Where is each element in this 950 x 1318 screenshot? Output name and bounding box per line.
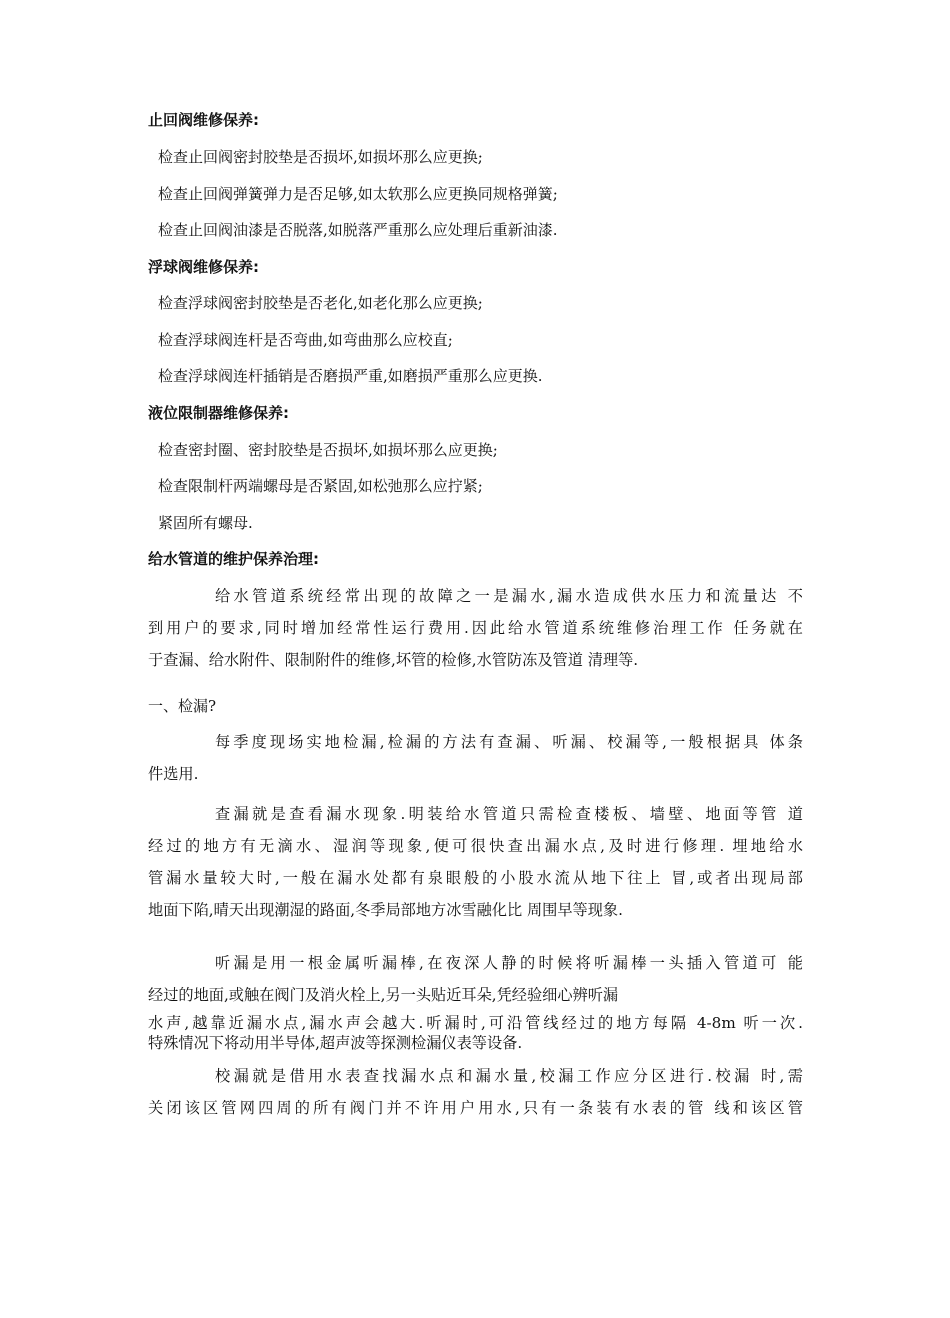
paragraph-line: 于查漏、给水附件、限制附件的维修,坏管的检修,水管防冻及管道 清理等. [148,651,639,669]
paragraph-tinglou [148,947,803,1053]
heading-water-pipe: 给水管道的维护保养治理: [148,550,319,568]
list-item: 检查止回阀密封胶垫是否损坏,如损坏那么应更换; [158,148,483,166]
subsection-title: 一、检漏? [148,697,217,715]
paragraph-line: 地面下陷,晴天出现潮湿的路面,冬季局部地方冰雪融化比 周围早等现象. [148,901,623,919]
paragraph-line: 特殊情况下将动用半导体,超声波等探测检漏仪表等设备. [148,1034,523,1052]
heading-check-valve: 止回阀维修保养: [148,111,259,129]
list-item: 检查浮球阀密封胶垫是否老化,如老化那么应更换; [158,294,483,312]
intro-paragraph [148,580,803,676]
paragraph-line: 给水管道系统经常出现的故障之一是漏水,漏水造成供水压力和流量达 不 [215,587,803,605]
paragraph-line: 每季度现场实地检漏,检漏的方法有查漏、听漏、校漏等,一般根据具 体条 [215,733,803,751]
paragraph-line: 查漏就是查看漏水现象.明装给水管道只需检查楼板、墙壁、地面等管 道 [215,805,803,823]
paragraph-line: 经过的地方有无滴水、湿润等现象,便可很快查出漏水点,及时进行修理. 埋地给水 [148,837,803,855]
list-item: 检查止回阀油漆是否脱落,如脱落严重那么应处理后重新油漆. [158,221,558,239]
paragraph-jiaolou [148,1060,803,1124]
paragraph-line: 校漏就是借用水表查找漏水点和漏水量,校漏工作应分区进行.校漏 时,需 [215,1067,803,1085]
paragraph-line: 关闭该区管网四周的所有阀门并不许用户用水,只有一条装有水表的管 线和该区管 [148,1099,803,1117]
list-item: 检查密封圈、密封胶垫是否损坏,如损坏那么应更换; [158,441,498,459]
paragraph-chalou [148,798,803,926]
paragraph-line: 件选用. [148,765,199,783]
list-item: 检查浮球阀连杆是否弯曲,如弯曲那么应校直; [158,331,453,349]
heading-float-valve: 浮球阀维修保养: [148,258,259,276]
list-item: 检查限制杆两端螺母是否紧固,如松弛那么应拧紧; [158,477,483,495]
paragraph-line: 管漏水量较大时,一般在漏水处都有泉眼般的小股水流从地下往上 冒,或者出现局部 [148,869,803,887]
paragraph-line: 到用户的要求,同时增加经常性运行费用.因此给水管道系统维修治理工作 任务就在 [148,619,803,637]
heading-level-limiter: 液位限制器维修保养: [148,404,289,422]
list-item: 紧固所有螺母. [158,514,253,532]
list-item: 检查止回阀弹簧弹力是否足够,如太软那么应更换同规格弹簧; [158,185,558,203]
paragraph-line: 水声,越靠近漏水点,漏水声会越大.听漏时,可沿管线经过的地方每隔 4-8m 听一次. [148,1014,803,1032]
paragraph-line: 经过的地面,或触在阀门及消火栓上,另一头贴近耳朵,凭经验细心辨听漏 [148,986,619,1004]
list-item: 检查浮球阀连杆插销是否磨损严重,如磨损严重那么应更换. [158,367,543,385]
paragraph-line: 听漏是用一根金属听漏棒,在夜深人静的时候将听漏棒一头插入管道可 能 [215,954,803,972]
paragraph-quarterly [148,726,803,790]
